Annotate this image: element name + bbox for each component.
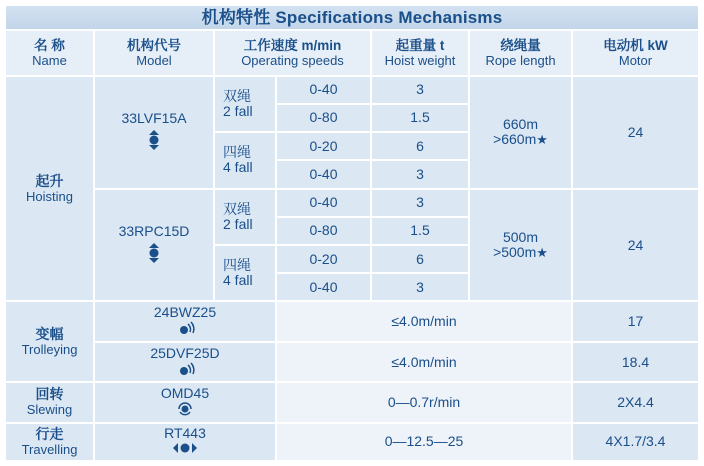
header-rope-zh: 绕绳量 <box>500 37 541 53</box>
speed-value: 0-20 <box>276 245 371 273</box>
star-icon: ★ <box>536 245 548 261</box>
trolleying-motor-2: 18.4 <box>572 342 699 382</box>
header-hoist <box>371 30 469 75</box>
header-model-en: Model <box>136 52 172 68</box>
travelling-name-zh: 行走 <box>35 425 64 442</box>
header-name-zh: 名 称 <box>34 37 65 53</box>
trolleying-speed-1: ≤4.0m/min <box>276 301 572 341</box>
hoisting-rope-1 <box>469 76 572 189</box>
table-row <box>5 423 699 461</box>
trolleying-model-2-cell <box>94 342 276 382</box>
hoisting-motor-1: 24 <box>572 76 699 189</box>
star-icon: ★ <box>536 132 548 148</box>
hoisting-2-fall-2 <box>214 189 276 245</box>
weight-value: 6 <box>371 132 469 160</box>
up-down-arrow-icon <box>147 243 161 263</box>
header-motor-en: Motor <box>618 52 653 68</box>
trolleying-motor-1: 17 <box>572 301 699 341</box>
trolley-wave-icon <box>175 362 195 376</box>
weight-value: 3 <box>371 189 469 217</box>
slewing-motor: 2X4.4 <box>572 382 699 422</box>
trolleying-name-zh: 变幅 <box>35 325 64 342</box>
header-motor-zh: 电动机 kW <box>603 37 668 53</box>
weight-value: 1.5 <box>371 104 469 132</box>
table-row <box>5 189 699 217</box>
title-row <box>5 5 699 30</box>
weight-value: 1.5 <box>371 217 469 245</box>
travelling-name-en: Travelling <box>21 441 78 457</box>
table-row <box>5 342 699 382</box>
slewing-speed: 0—0.7r/min <box>276 382 572 422</box>
travelling-model-cell <box>94 423 276 461</box>
up-down-arrow-icon <box>147 130 161 150</box>
header-name-en: Name <box>32 52 67 68</box>
fall-en: 4 fall <box>223 272 253 289</box>
slewing-model: OMD45 <box>160 384 210 401</box>
slewing-name-en: Slewing <box>26 402 73 418</box>
speed-value: 0-80 <box>276 217 371 245</box>
hoisting-1-fall-4 <box>214 132 276 188</box>
travelling-speed: 0—12.5—25 <box>276 423 572 461</box>
table-row <box>5 76 699 104</box>
hoisting-model-2-cell <box>94 189 214 302</box>
fall-zh: 四绳 <box>223 144 251 161</box>
speed-value: 0-80 <box>276 104 371 132</box>
hoisting-1-fall-2 <box>214 76 276 132</box>
slewing-name-cell <box>5 382 94 422</box>
hoisting-name-en: Hoisting <box>26 188 73 204</box>
fall-zh: 四绳 <box>223 257 251 274</box>
slewing-name-zh: 回转 <box>35 386 64 403</box>
fall-zh: 双绳 <box>223 200 251 217</box>
header-speed-en: Operating speeds <box>241 52 344 68</box>
fall-zh: 双绳 <box>223 87 251 104</box>
trolleying-name-en: Trolleying <box>21 341 78 357</box>
fall-en: 2 fall <box>223 215 253 232</box>
header-speed <box>214 30 371 75</box>
slewing-rotate-icon <box>177 402 193 416</box>
header-rope <box>469 30 572 75</box>
weight-value: 3 <box>371 76 469 104</box>
specifications-table <box>4 4 700 462</box>
hoisting-name-cell <box>5 76 94 302</box>
header-motor <box>572 30 699 75</box>
header-model-zh: 机构代号 <box>127 37 181 53</box>
travelling-model: RT443 <box>164 425 206 442</box>
rope-line1: 500m <box>502 229 539 246</box>
travelling-motor: 4X1.7/3.4 <box>572 423 699 461</box>
header-model <box>94 30 214 75</box>
header-rope-en: Rope length <box>485 52 556 68</box>
rope-line2: >500m <box>493 244 537 261</box>
travelling-name-cell <box>5 423 94 461</box>
speed-value: 0-40 <box>276 273 371 301</box>
hoisting-name-zh: 起升 <box>35 172 64 189</box>
hoisting-model-2: 33RPC15D <box>118 223 190 240</box>
trolleying-name-cell <box>5 301 94 382</box>
rope-line2: >660m <box>493 131 537 148</box>
travel-left-right-icon <box>173 442 197 454</box>
weight-value: 3 <box>371 160 469 188</box>
trolley-wave-icon <box>175 321 195 335</box>
speed-value: 0-40 <box>276 76 371 104</box>
speed-value: 0-40 <box>276 189 371 217</box>
header-hoist-en: Hoist weight <box>384 52 456 68</box>
weight-value: 3 <box>371 273 469 301</box>
fall-en: 4 fall <box>223 159 253 176</box>
header-speed-zh: 工作速度 m/min <box>243 37 342 53</box>
hoisting-model-1-cell <box>94 76 214 189</box>
rope-line1: 660m <box>502 116 539 133</box>
table-row <box>5 301 699 341</box>
table-row <box>5 382 699 422</box>
slewing-model-cell <box>94 382 276 422</box>
header-name <box>5 30 94 75</box>
hoisting-model-1: 33LVF15A <box>121 110 187 127</box>
table-title: 机构特性 Specifications Mechanisms <box>5 5 699 30</box>
weight-value: 6 <box>371 245 469 273</box>
trolleying-speed-2: ≤4.0m/min <box>276 342 572 382</box>
speed-value: 0-20 <box>276 132 371 160</box>
trolleying-model-1-cell <box>94 301 276 341</box>
trolleying-model-1: 24BWZ25 <box>153 304 217 321</box>
header-row <box>5 30 699 75</box>
speed-value: 0-40 <box>276 160 371 188</box>
hoisting-2-fall-4 <box>214 245 276 301</box>
hoisting-motor-2: 24 <box>572 189 699 302</box>
trolleying-model-2: 25DVF25D <box>150 344 220 361</box>
header-hoist-zh: 起重量 t <box>395 37 445 53</box>
hoisting-rope-2 <box>469 189 572 302</box>
fall-en: 2 fall <box>223 102 253 119</box>
